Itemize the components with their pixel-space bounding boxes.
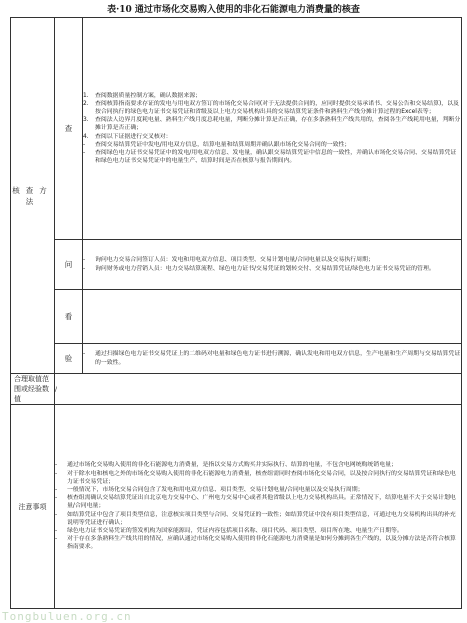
- list-item: [83, 256, 461, 264]
- verify-content: [83, 344, 462, 374]
- item-marker: 4.: [83, 133, 89, 140]
- item-text: 询问电力交易合同签订人员：发电和用电双方信息、项目类型、交易计划电量/合同电量以及交易执行周期；: [95, 257, 374, 264]
- item-text: 查阅核算指南要求存证的发电与用电双方签订的市场化交易合同(对于无法提供合同的，应同时提供交易承诺书、交易公告和交易结算)，以及按合同执行的绿色电力证书交易凭证和省级及以上电力交易机构出具的交易结算凭证条件和熟料生产线分摊计算过程的Excel表等；: [95, 100, 459, 115]
- list-item: [83, 141, 461, 149]
- verification-table: [10, 17, 462, 609]
- item-marker: -: [55, 462, 58, 469]
- reference-value-cell: [55, 374, 462, 405]
- method-label-cell: [11, 18, 55, 374]
- item-text: 核查组需确认交易结算凭证出自北京电力交易中心、广州电力交易中心或者其他省级以上电力交易机构出具。正常情况下，结算电量不大于交易计划电量/合同电量；: [67, 495, 456, 510]
- verify-row: [11, 344, 462, 374]
- item-marker: 1.: [83, 92, 89, 99]
- check-content: [83, 18, 462, 240]
- notes-list: [55, 461, 461, 551]
- item-text: 一般情况下，市场化交易合同包含了发电和用电双方信息、项目类型、交易计划电量/合同电量以及交易执行周期；: [67, 486, 364, 493]
- item-text: 查阅交易结算凭证中发电/用电双方信息，结算电量和结算周期并确认跟市场化交易合同的一致性；: [95, 141, 351, 148]
- item-marker: -: [55, 536, 58, 543]
- item-marker: -: [55, 495, 58, 502]
- ask-label: 问: [64, 260, 73, 269]
- item-text: 对于除水电和核电之外的市场化交易购入使用的非化石能源电力消费量，核查组需同时查阅市场化交易合同，以及按合同执行的交易结算凭证和绿色电力证书交易凭证；: [67, 470, 456, 485]
- item-marker: -: [55, 470, 58, 477]
- item-marker: -: [83, 141, 86, 148]
- reference-row: [11, 374, 462, 405]
- notes-label: 注意事项: [18, 502, 47, 511]
- check-list: [83, 92, 461, 166]
- ask-row: [11, 240, 462, 290]
- item-marker: 3.: [83, 117, 89, 124]
- ask-content: [83, 240, 462, 290]
- reference-label: 合理取值范围或经验数值: [14, 375, 49, 403]
- list-item: [83, 133, 461, 141]
- ask-list: [83, 256, 461, 272]
- item-marker: 2.: [83, 100, 89, 107]
- item-text: 查阅数据质量控制方案，确认数据来源；: [95, 92, 202, 99]
- item-text: 对于存在多条熟料生产线共用的情况，应确认通过市场化交易购入使用的非化石能源电力消费量是如何分摊到各生产线的，以及分摊方法是否符合核算指南要求。: [67, 536, 456, 551]
- item-text: 查阅法人边界月度耗电量、熟料生产线月度总耗电量，判断分摊计算是否正确，存在多条熟料生产线共用的，查阅各生产线耗用电量，判断分摊计算是否正确；: [95, 117, 461, 132]
- list-item: [83, 100, 461, 116]
- notes-label-cell: [11, 405, 55, 609]
- item-marker: -: [55, 528, 58, 534]
- list-item: [55, 494, 461, 510]
- list-item: [55, 527, 461, 535]
- list-item: [55, 461, 461, 469]
- verify-label-cell: [55, 344, 83, 374]
- reference-value: /: [55, 385, 58, 393]
- item-marker: -: [83, 150, 86, 156]
- method-label: 核查方法: [12, 185, 53, 206]
- item-marker: -: [83, 257, 86, 264]
- list-item: [55, 470, 461, 486]
- list-item: [55, 486, 461, 494]
- item-text: 询问财务或电力营销人员：电力交易结算流程、绿色电力证书/交易凭证的划转交付、交易结算凭证/绿色电力证书交易凭证的管理。: [95, 265, 435, 272]
- item-text: 通过扫描绿色电力证书交易凭证上的二维码对电量和绿色电力证书进行溯源，确认发电和用电双方信息，生产电量和生产周期与交易结算凭证的一致性。: [95, 351, 461, 366]
- check-label: 查: [64, 124, 73, 133]
- item-text: 绿色电力证书交易凭证的签发机构为国家能源局，凭证内容包括项目名称、项目代码、项目类型、项目所在地、电量生产日期等。: [67, 528, 403, 534]
- item-marker: -: [55, 486, 58, 493]
- item-marker: -: [55, 511, 58, 518]
- check-label-cell: [55, 18, 83, 240]
- list-item: [55, 511, 461, 527]
- item-text: 如结算凭证中包含了项目类型信息，注意核实项目类型与合同、交易凭证的一致性；如结算凭证中没有项目类型信息，可通过电力交易机构出具的补充说明等凭证进行确认；: [67, 511, 456, 526]
- look-label: 看: [64, 312, 73, 321]
- item-marker: -: [83, 265, 86, 272]
- notes-content: [55, 405, 462, 609]
- verify-list: [83, 350, 461, 366]
- list-item: [83, 92, 461, 100]
- list-item: [83, 149, 461, 165]
- notes-row: [11, 405, 462, 609]
- reference-label-cell: [11, 374, 58, 405]
- look-label-cell: [55, 290, 83, 344]
- item-marker: -: [83, 351, 86, 358]
- list-item: [83, 116, 461, 132]
- watermark: Tongbuluen.org.cn: [2, 610, 132, 623]
- ask-label-cell: [55, 240, 83, 290]
- check-row: [11, 18, 462, 240]
- list-item: [55, 535, 461, 551]
- table-title: 表·10 通过市场化交易购入使用的非化石能源电力消费量的核查: [107, 5, 360, 15]
- item-text: 通过市场化交易购入使用的非化石能源电力消费量，是指以交易方式购买并实际执行、结算的电量，不包含电网统购统销电量；: [67, 462, 397, 469]
- verify-label: 验: [64, 354, 73, 363]
- item-text: 查阅绿色电力证书交易凭证中的发电/用电双方信息、发电量，确认跟交易结算凭证中信息的一致性，并确认市场化交易合同、交易结算凭证和绿色电力证书交易凭证中的电量生产、结算时间是否在核算与报告期间内。: [95, 150, 457, 165]
- look-content: [83, 290, 462, 344]
- list-item: [83, 265, 461, 273]
- list-item: [83, 350, 461, 366]
- look-row: [11, 290, 462, 344]
- item-text: 查阅以下证据进行交叉核对：: [95, 133, 172, 140]
